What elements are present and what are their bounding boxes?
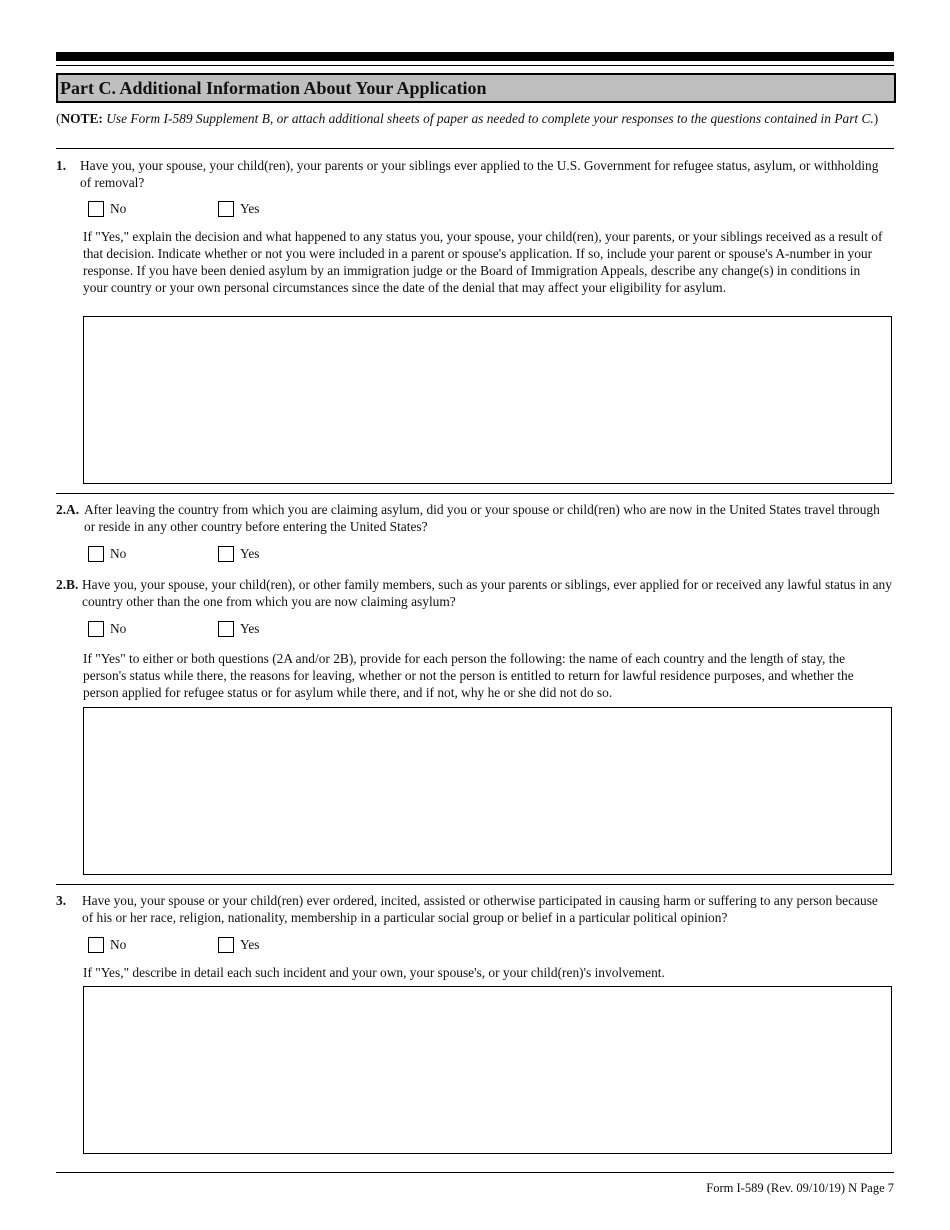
q2b-no-checkbox[interactable] bbox=[88, 621, 104, 637]
note-text: Use Form I-589 Supplement B, or attach additional sheets of paper as needed to complete your responses to the questions contained in Part C. bbox=[106, 111, 874, 126]
question-1-text: Have you, your spouse, your child(ren), your parents or your siblings ever applied to the U.S. Government for refugee status, asylum, or withholding of removal? bbox=[80, 158, 879, 190]
question-1-number: 1. bbox=[56, 158, 67, 173]
question-2a-number: 2.A. bbox=[56, 502, 80, 517]
q3-no-option[interactable] bbox=[88, 937, 148, 955]
question-3-followup: If "Yes," describe in detail each such incident and your own, your spouse's, or your child(ren)'s involvement. bbox=[83, 965, 665, 980]
divider bbox=[56, 493, 894, 494]
q1-yes-option[interactable] bbox=[218, 201, 278, 219]
top-thin-rule bbox=[56, 65, 894, 66]
q2b-yes-checkbox[interactable] bbox=[218, 621, 234, 637]
part-title: Part C. Additional Information About Your Application bbox=[56, 73, 896, 103]
question-3-number: 3. bbox=[56, 893, 67, 908]
divider bbox=[56, 148, 894, 149]
q2-answer-field[interactable] bbox=[83, 707, 892, 875]
q3-yes-option[interactable] bbox=[218, 937, 278, 955]
q2b-no-option[interactable] bbox=[88, 621, 148, 639]
q2b-yes-label: Yes bbox=[240, 621, 260, 636]
q3-yes-checkbox[interactable] bbox=[218, 937, 234, 953]
question-2a-text: After leaving the country from which you are claiming asylum, did you or your spouse or child(ren) who are now in the United States travel through or reside in any other country before entering the United States? bbox=[84, 502, 880, 534]
footer-rule bbox=[56, 1172, 894, 1173]
q1-yes-checkbox[interactable] bbox=[218, 201, 234, 217]
top-thick-rule bbox=[56, 52, 894, 61]
q2a-yes-label: Yes bbox=[240, 546, 260, 561]
q2a-no-option[interactable] bbox=[88, 546, 148, 564]
q1-answer-field[interactable] bbox=[83, 316, 892, 484]
q1-no-option[interactable] bbox=[88, 201, 148, 219]
q2b-yes-option[interactable] bbox=[218, 621, 278, 639]
q2a-yes-option[interactable] bbox=[218, 546, 278, 564]
question-1-followup: If "Yes," explain the decision and what happened to any status you, your spouse, your child(ren), your parents, or your siblings received as a result of that decision. Indicate whether or not you were included in a parent or spouse's application. If so, include your parent or spouse's A-number in your response. If you have been denied asylum by an immigration judge or the Board of Immigration Appeals, describe any change(s) in conditions in your country or your own personal circumstances since the date of the denial that may affect your eligibility for asylum. bbox=[83, 229, 883, 295]
question-2-followup: If "Yes" to either or both questions (2A and/or 2B), provide for each person the following: the name of each country and the length of stay, the person's status while there, the reasons for leaving, whether or not the person is entitled to return for lawful residence purposes, and whether the person applied for refugee status or for asylum while there, and if not, why he or she did not do so. bbox=[83, 651, 854, 700]
q3-yes-label: Yes bbox=[240, 937, 260, 952]
question-3-text: Have you, your spouse or your child(ren) ever ordered, incited, assisted or otherwise participated in causing harm or suffering to any person because of his or her race, religion, nationality, membership in a particular social group or belief in a particular political opinion? bbox=[82, 893, 878, 925]
q3-no-checkbox[interactable] bbox=[88, 937, 104, 953]
divider bbox=[56, 884, 894, 885]
q3-answer-field[interactable] bbox=[83, 986, 892, 1154]
q1-no-label: No bbox=[110, 201, 127, 216]
q1-yes-label: Yes bbox=[240, 201, 260, 216]
question-2b-number: 2.B. bbox=[56, 577, 79, 592]
form-footer: Form I-589 (Rev. 09/10/19) N Page 7 bbox=[706, 1181, 894, 1195]
q2b-no-label: No bbox=[110, 621, 127, 636]
q2a-yes-checkbox[interactable] bbox=[218, 546, 234, 562]
note: (NOTE: Use Form I-589 Supplement B, or attach additional sheets of paper as needed to complete your responses to the questions contained in Part C.) bbox=[56, 111, 879, 126]
question-2b-text: Have you, your spouse, your child(ren), or other family members, such as your parents or siblings, ever applied for or received any lawful status in any country other than the one from which you are now claiming asylum? bbox=[82, 577, 892, 609]
q2a-no-checkbox[interactable] bbox=[88, 546, 104, 562]
q2a-no-label: No bbox=[110, 546, 127, 561]
q3-no-label: No bbox=[110, 937, 127, 952]
q1-no-checkbox[interactable] bbox=[88, 201, 104, 217]
note-label: NOTE: bbox=[60, 111, 103, 126]
